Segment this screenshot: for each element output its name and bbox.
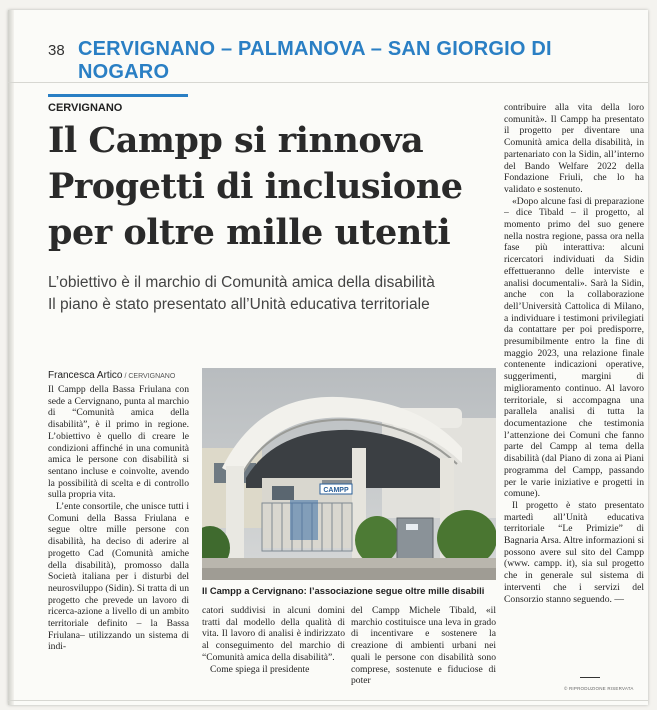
- subheadline: [48, 272, 488, 316]
- section-title: CERVIGNANO – PALMANOVA – SAN GIORGIO DI NOGARO: [78, 38, 552, 83]
- campp-sign: CAMPP: [323, 487, 349, 494]
- article-column-2: [202, 605, 345, 695]
- bottom-rule: [8, 700, 648, 701]
- paragraph: «Dopo alcune fasi di preparazione – dice Tibald – il progetto, al momento primo del suo genere nella nostra regione, passa ora nella fase più interattiva: alcuni ricercatori individuati da Sidin effettueranno delle interviste e analisi documentali». Sarà la Sidin, anche con la collaborazione dell’Università Cattolica di Milano, a individuare i testimoni privilegiati da contattare per poi predisporre, presumibilmente entro la fine di maggio 2023, una relazione finale contenente indicazioni operative, suggerimenti, margini di miglioramento continuo. Al lavoro territoriale, si accompagna una parallela analisi di tutta la documentazione che testimonia l’attenzione dei Comuni che fanno parte del Campp al tema della disabilità (dal Piano di zona ai Piani programma del Campp, passando per le varie iniziative e progetti in comune).: [504, 195, 644, 500]
- paragraph: Il progetto è stato presentato martedì all’Unità educativa territoriale “Le Primizie” di Bagnaria Arsa. Altre informazioni si possono avere sul sito del Campp (www. campp. it), sia sul progetto che in generale sul sistema di interventi che i servizi del Consorzio stanno seguendo. —: [504, 499, 644, 605]
- subhead-line: Il piano è stato presentato all’Unità educativa territoriale: [48, 296, 430, 313]
- paragraph: del Campp Michele Tibald, «il marchio costituisce una leva in grado di incentivare e sostenere la creazione di ambienti urbani nei quali le persone con disabilità sono comprese, sostenute e fiduciose di poter: [351, 605, 496, 687]
- headline-line: per oltre mille utenti: [48, 212, 451, 253]
- kicker: CERVIGNANO: [48, 102, 123, 114]
- article-column-4: [504, 102, 644, 680]
- byline: [48, 370, 198, 381]
- accent-rule: [48, 94, 188, 97]
- rights-notice: © RIPRODUZIONE RISERVATA: [564, 686, 634, 691]
- headline-line: Progetti di inclusione: [48, 166, 463, 207]
- photo-caption: Il Campp a Cervignano: l’associazione segue oltre mille disabili: [202, 585, 485, 596]
- paragraph: catori suddivisi in alcuni domini tratti dal modello della qualità di vita. Il lavoro di analisi è indirizzato al conseguimento del marchio di “Comunità amica della disabilità”.: [202, 605, 345, 663]
- headline-line: Il Campp si rinnova: [48, 120, 424, 161]
- paragraph: Il Campp della Bassa Friulana con sede a Cervignano, punta al marchio di “Comunità amica della disabilità”, è il primo in regione. L’obiettivo è quello di creare le condizioni affinché in una comunità amica le persone con disabilità si sentano incluse e coinvolte, avendo la possibilità di scelta e di controllo sulla propria vita.: [48, 384, 189, 501]
- article-column-3: [351, 605, 496, 695]
- subhead-line: L’obiettivo è il marchio di Comunità amica della disabilità: [48, 274, 435, 291]
- page-number: 38: [48, 42, 65, 59]
- paragraph: L’ente consortile, che unisce tutti i Comuni della Bassa Friulana e segue oltre mille persone con disabilità, ha deciso di aderire al progetto Cad (Comunità amiche della disabilità), promosso dalla Società italiana per i disturbi del neurosviluppo (Sidin). Si tratta di un progetto che prevede un lavoro di ricerca-azione a livello di un ambito territoriale definito – la Bassa Friulana– utilizzando un sistema di indi-: [48, 501, 189, 653]
- article-end-mark: [580, 677, 600, 678]
- article-photo: [202, 368, 496, 580]
- paragraph: contribuire alla vita della loro comunità». Il Campp ha presentato il progetto per diventare una Comunità amica della disabilità, in partenariato con la Sidin, all’interno del Bando Welfare 2022 della Fondazione Friuli, che lo ha validato e sostenuto.: [504, 102, 644, 195]
- building-photo-illustration: [202, 368, 496, 580]
- article-column-1: [48, 384, 189, 694]
- author-name: Francesca Artico: [48, 370, 123, 381]
- paragraph: Come spiega il presidente: [210, 663, 310, 675]
- headline: [48, 118, 478, 256]
- byline-place: / CERVIGNANO: [124, 373, 176, 380]
- page-header: [8, 10, 648, 83]
- newspaper-page: [8, 10, 648, 705]
- page-spine-shadow: [8, 10, 14, 705]
